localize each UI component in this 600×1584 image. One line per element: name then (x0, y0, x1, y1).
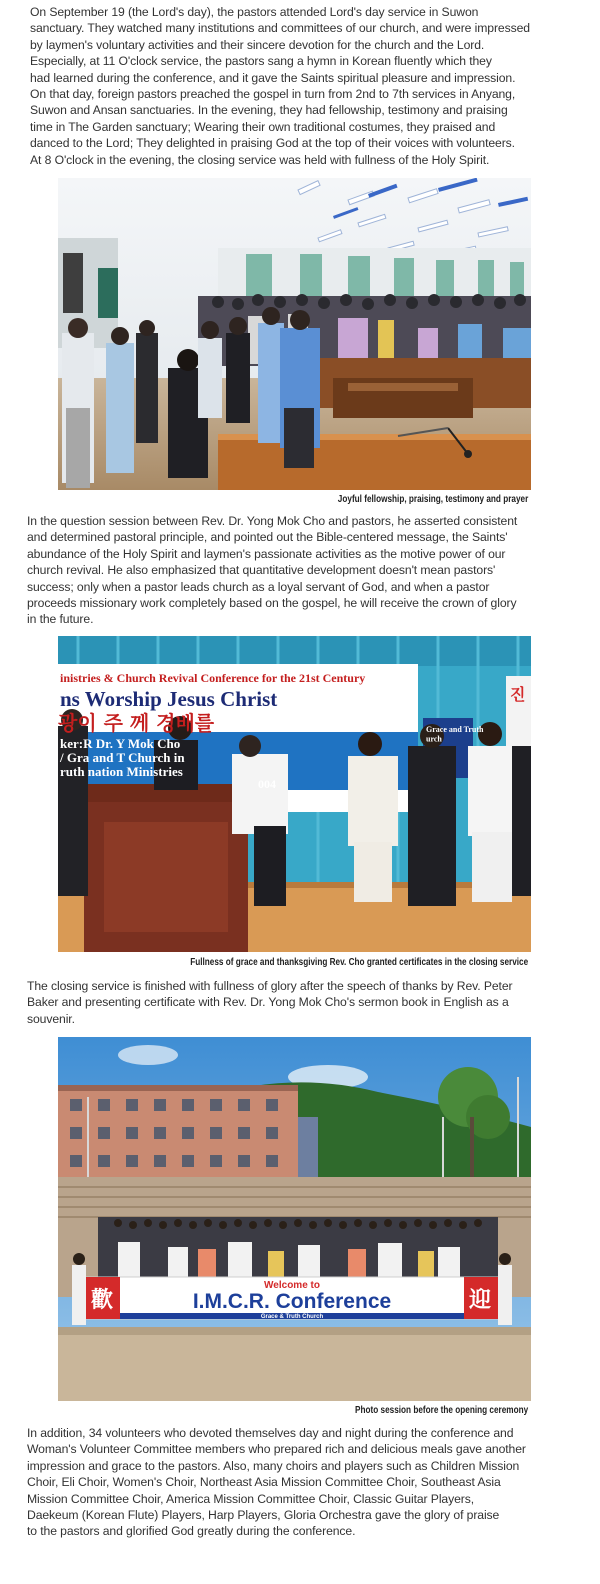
banner-left-char: 歡 (91, 1288, 114, 1313)
photo-group-opening-ceremony (58, 1037, 531, 1401)
photo-fellowship-praising (58, 178, 531, 490)
article-paragraph-2: In the question session between Rev. Dr. Yong Mok Cho and pastors, he asserted consistent and determined pastoral principle, and pointed out the Bible-centered message, the Saints' abundance of the Holy Spirit and laymen's passionate activities as the motive power of our church revival. He also emphasized that quantitative development doesn't mean pastors' success; only when a pastor leads church as a loyal servant of God, and when a pastor proceeds missionary work completely based on the gospel, he will receive the crown of glory in the future. (27, 514, 518, 627)
photo-caption-2: Fullness of grace and thanksgiving Rev. Cho granted certificates in the closing service (190, 957, 528, 968)
banner-church-name: Grace & Truth Church (260, 1314, 324, 1320)
banner-korean: 광이 주 께 경배를 (58, 711, 215, 735)
side-korean: 진 (510, 685, 526, 704)
banner-welcome: Welcome to (264, 1280, 320, 1291)
banner-line-2: ns Worship Jesus Christ (60, 687, 278, 711)
banner-line-1: inistries & Church Revival Conference for the 21st Century (60, 671, 366, 685)
banner-conference-title: I.M.C.R. Conference (192, 1290, 392, 1313)
photo-closing-service-certificates (58, 636, 531, 952)
article-paragraph-3: The closing service is finished with fullness of glory after the speech of thanks by Rev. Peter Baker and presenting certificate with Rev. Dr. Yong Mok Cho's sermon book in English as a souvenir. (27, 979, 513, 1026)
banner-line-5: ruth nation Ministries (60, 764, 183, 779)
photo-caption-1: Joyful fellowship, praising, testimony and prayer (337, 494, 528, 505)
banner-right-char: 迎 (469, 1288, 492, 1313)
article-paragraph-1: On September 19 (the Lord's day), the pastors attended Lord's day service in Suwon sanctuary. They watched many institutions and committees of our church, and were impressed by laymen's voluntary activities and their sincere devotion for the church and the Lord. Especially, at 11 O'clock service, the pastors sang a hymn in Korean fluently which they had learned during the conference, and it gave the Saints spiritual pleasure and impression. On that day, foreign pastors preached the gospel in turn from 2nd to 7th services in Anyang, Suwon and Ansan sanctuaries. In the evening, they had fellowship, testimony and praising time in The Garden sanctuary; Wearing their own traditional costumes, they praised and danced to the Lord; They delighted in praising God at the top of their voices with volunteers. At 8 O'clock in the evening, the closing service was held with fullness of the Holy Spirit. (30, 5, 530, 167)
banner-line-6: 004 (258, 777, 276, 791)
article-paragraph-4: In addition, 34 volunteers who devoted themselves day and night during the conference and Woman's Volunteer Committee members who prepared rich and delicious meals gave another impression and grace to the pastors. Also, many choirs and players such as Children Mission Choir, Eli Choir, Women's Choir, Northeast Asia Mission Committee Choir, Southeast Asia Mission Committee Choir, America Mission Committee Choir, Classic Guitar Players, Daekeum (Korean Flute) Players, Harp Players, Gloria Orchestra gave the glory of praise to the pastors and glorified God greatly during the conference. (27, 1426, 526, 1539)
side-sign: Grace and Truth urch (426, 725, 484, 744)
banner-line-4: / Gra and T Church in (60, 750, 185, 765)
banner-line-3: ker:R Dr. Y Mok Cho (60, 736, 181, 751)
photo-caption-3: Photo session before the opening ceremony (354, 1405, 528, 1416)
